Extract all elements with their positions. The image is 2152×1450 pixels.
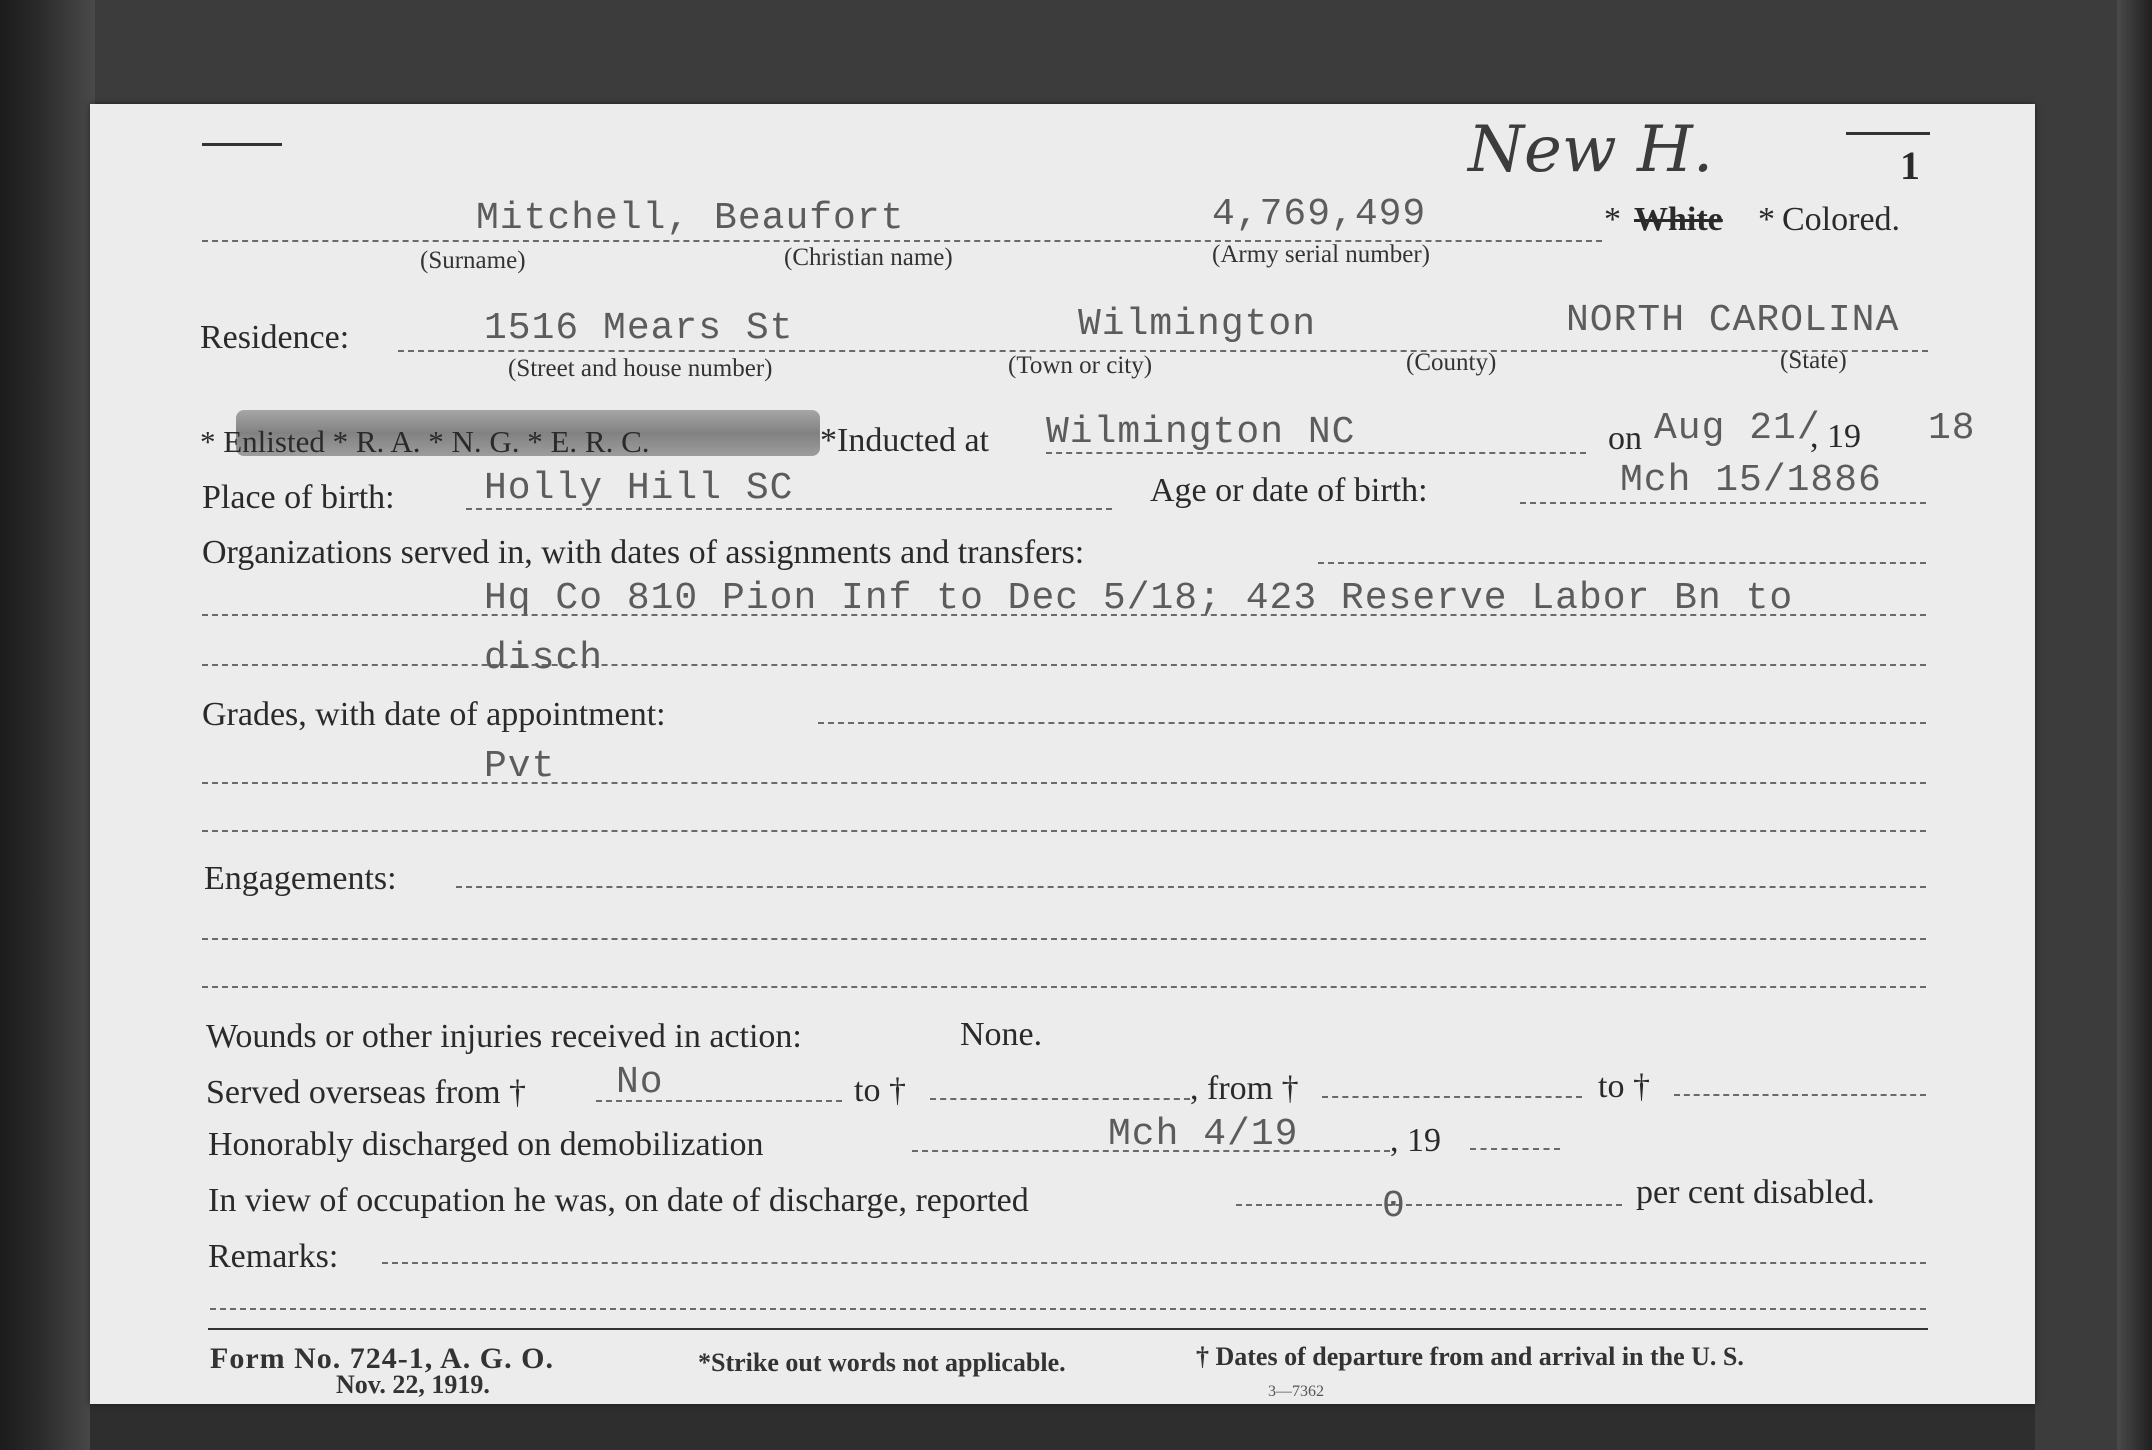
dagger-note: † Dates of departure from and arrival in the U. S. <box>1196 1342 1744 1371</box>
remarks-line-1 <box>210 1308 1926 1310</box>
name-value: Mitchell, Beaufort <box>476 197 905 240</box>
organizations-line-2 <box>202 664 1926 666</box>
inducted-on-label: on <box>1608 420 1642 457</box>
overseas-from-label: Served overseas from † <box>206 1074 527 1111</box>
scan-left-edge <box>0 0 95 1450</box>
engagements-line-0 <box>456 886 1926 888</box>
engagements-line-1 <box>202 938 1926 940</box>
discharge-year-line <box>1470 1148 1560 1150</box>
race-colored-option: Colored. <box>1782 201 1901 238</box>
birth-date-label: Age or date of birth: <box>1150 472 1428 509</box>
organizations-line-0 <box>1318 562 1926 564</box>
form-number: Form No. 724-1, A. G. O. <box>210 1342 554 1375</box>
surname-caption: (Surname) <box>420 247 526 274</box>
discharge-date-value: Mch 4/19 <box>1108 1113 1299 1156</box>
state-caption: (State) <box>1780 347 1847 374</box>
birth-date-line <box>1520 502 1926 504</box>
residence-label: Residence: <box>200 319 350 356</box>
footer-rule <box>208 1328 1928 1330</box>
card-number: 1 <box>1900 143 1920 188</box>
organizations-label: Organizations served in, with dates of assignments and transfers: <box>202 534 1085 571</box>
serial-number-caption: (Army serial number) <box>1212 241 1430 268</box>
wounds-value: None. <box>960 1016 1043 1053</box>
place-of-birth-label: Place of birth: <box>202 479 395 516</box>
overseas-to-label: to † <box>854 1072 906 1109</box>
residence-town-value: Wilmington <box>1078 303 1317 346</box>
street-caption: (Street and house number) <box>508 355 773 382</box>
wounds-label: Wounds or other injuries received in action: <box>206 1018 802 1055</box>
grades-line-0 <box>818 722 1926 724</box>
grades-line-1 <box>202 782 1926 784</box>
remarks-label: Remarks: <box>208 1238 339 1275</box>
overseas-from2-line <box>1322 1096 1582 1098</box>
town-caption: (Town or city) <box>1008 352 1153 379</box>
inducted-date-value: Aug 21/ <box>1654 407 1821 450</box>
strike-out-note: *Strike out words not applicable. <box>698 1348 1066 1377</box>
residence-street-value: 1516 Mears St <box>484 307 794 350</box>
organizations-value-line-1: Hq Co 810 Pion Inf to Dec 5/18; 423 Reserve Labor Bn to <box>484 577 1794 620</box>
disability-label: In view of occupation he was, on date of discharge, reported <box>208 1182 1029 1219</box>
serial-number-value: 4,769,499 <box>1212 193 1427 236</box>
organizations-value-line-2: disch <box>484 637 604 680</box>
engagements-label: Engagements: <box>204 860 397 897</box>
overseas-to2-label: to † <box>1598 1068 1650 1105</box>
christian-name-caption: (Christian name) <box>784 244 953 271</box>
discharge-label: Honorably discharged on demobilization <box>208 1126 764 1163</box>
remarks-line-0 <box>382 1262 1926 1264</box>
top-left-rule <box>202 143 282 146</box>
overseas-from-value: No <box>616 1061 664 1104</box>
place-of-birth-value: Holly Hill SC <box>484 467 794 510</box>
disability-suffix: per cent disabled. <box>1636 1174 1875 1211</box>
birth-date-value: Mch 15/1886 <box>1620 459 1882 502</box>
race-white-option: White <box>1634 201 1723 238</box>
race-colored-prefix: * <box>1758 201 1775 238</box>
residence-state-value: NORTH CAROLINA <box>1566 299 1900 342</box>
grades-label: Grades, with date of appointment: <box>202 696 666 733</box>
county-caption: (County) <box>1406 349 1497 376</box>
enlistment-options: * Enlisted * R. A. * N. G. * E. R. C. <box>200 424 650 459</box>
discharge-year-label: , 19 <box>1390 1122 1441 1159</box>
race-white-prefix: * <box>1604 201 1621 238</box>
inducted-year-value: 18 <box>1928 407 1976 450</box>
overseas-from2-label: , from † <box>1190 1070 1299 1107</box>
inducted-at-value: Wilmington NC <box>1046 411 1356 454</box>
grades-value: Pvt <box>484 745 556 788</box>
overseas-to-line <box>930 1098 1190 1100</box>
inducted-at-label: *Inducted at <box>820 422 989 459</box>
form-date: Nov. 22, 1919. <box>336 1370 490 1399</box>
engagements-line-2 <box>202 986 1926 988</box>
disability-value: 0 <box>1382 1185 1406 1228</box>
print-code: 3—7362 <box>1268 1383 1324 1400</box>
handwritten-note: New H. <box>1468 113 1714 187</box>
disability-line <box>1236 1204 1622 1206</box>
residence-line <box>398 350 1928 352</box>
scan-bottom-edge <box>90 1404 2035 1450</box>
overseas-to2-line <box>1674 1094 1926 1096</box>
scan-right-edge <box>2117 0 2152 1450</box>
grades-line-2 <box>202 830 1926 832</box>
top-right-rule <box>1846 132 1930 135</box>
inducted-year-prefix: , 19 <box>1810 418 1861 455</box>
